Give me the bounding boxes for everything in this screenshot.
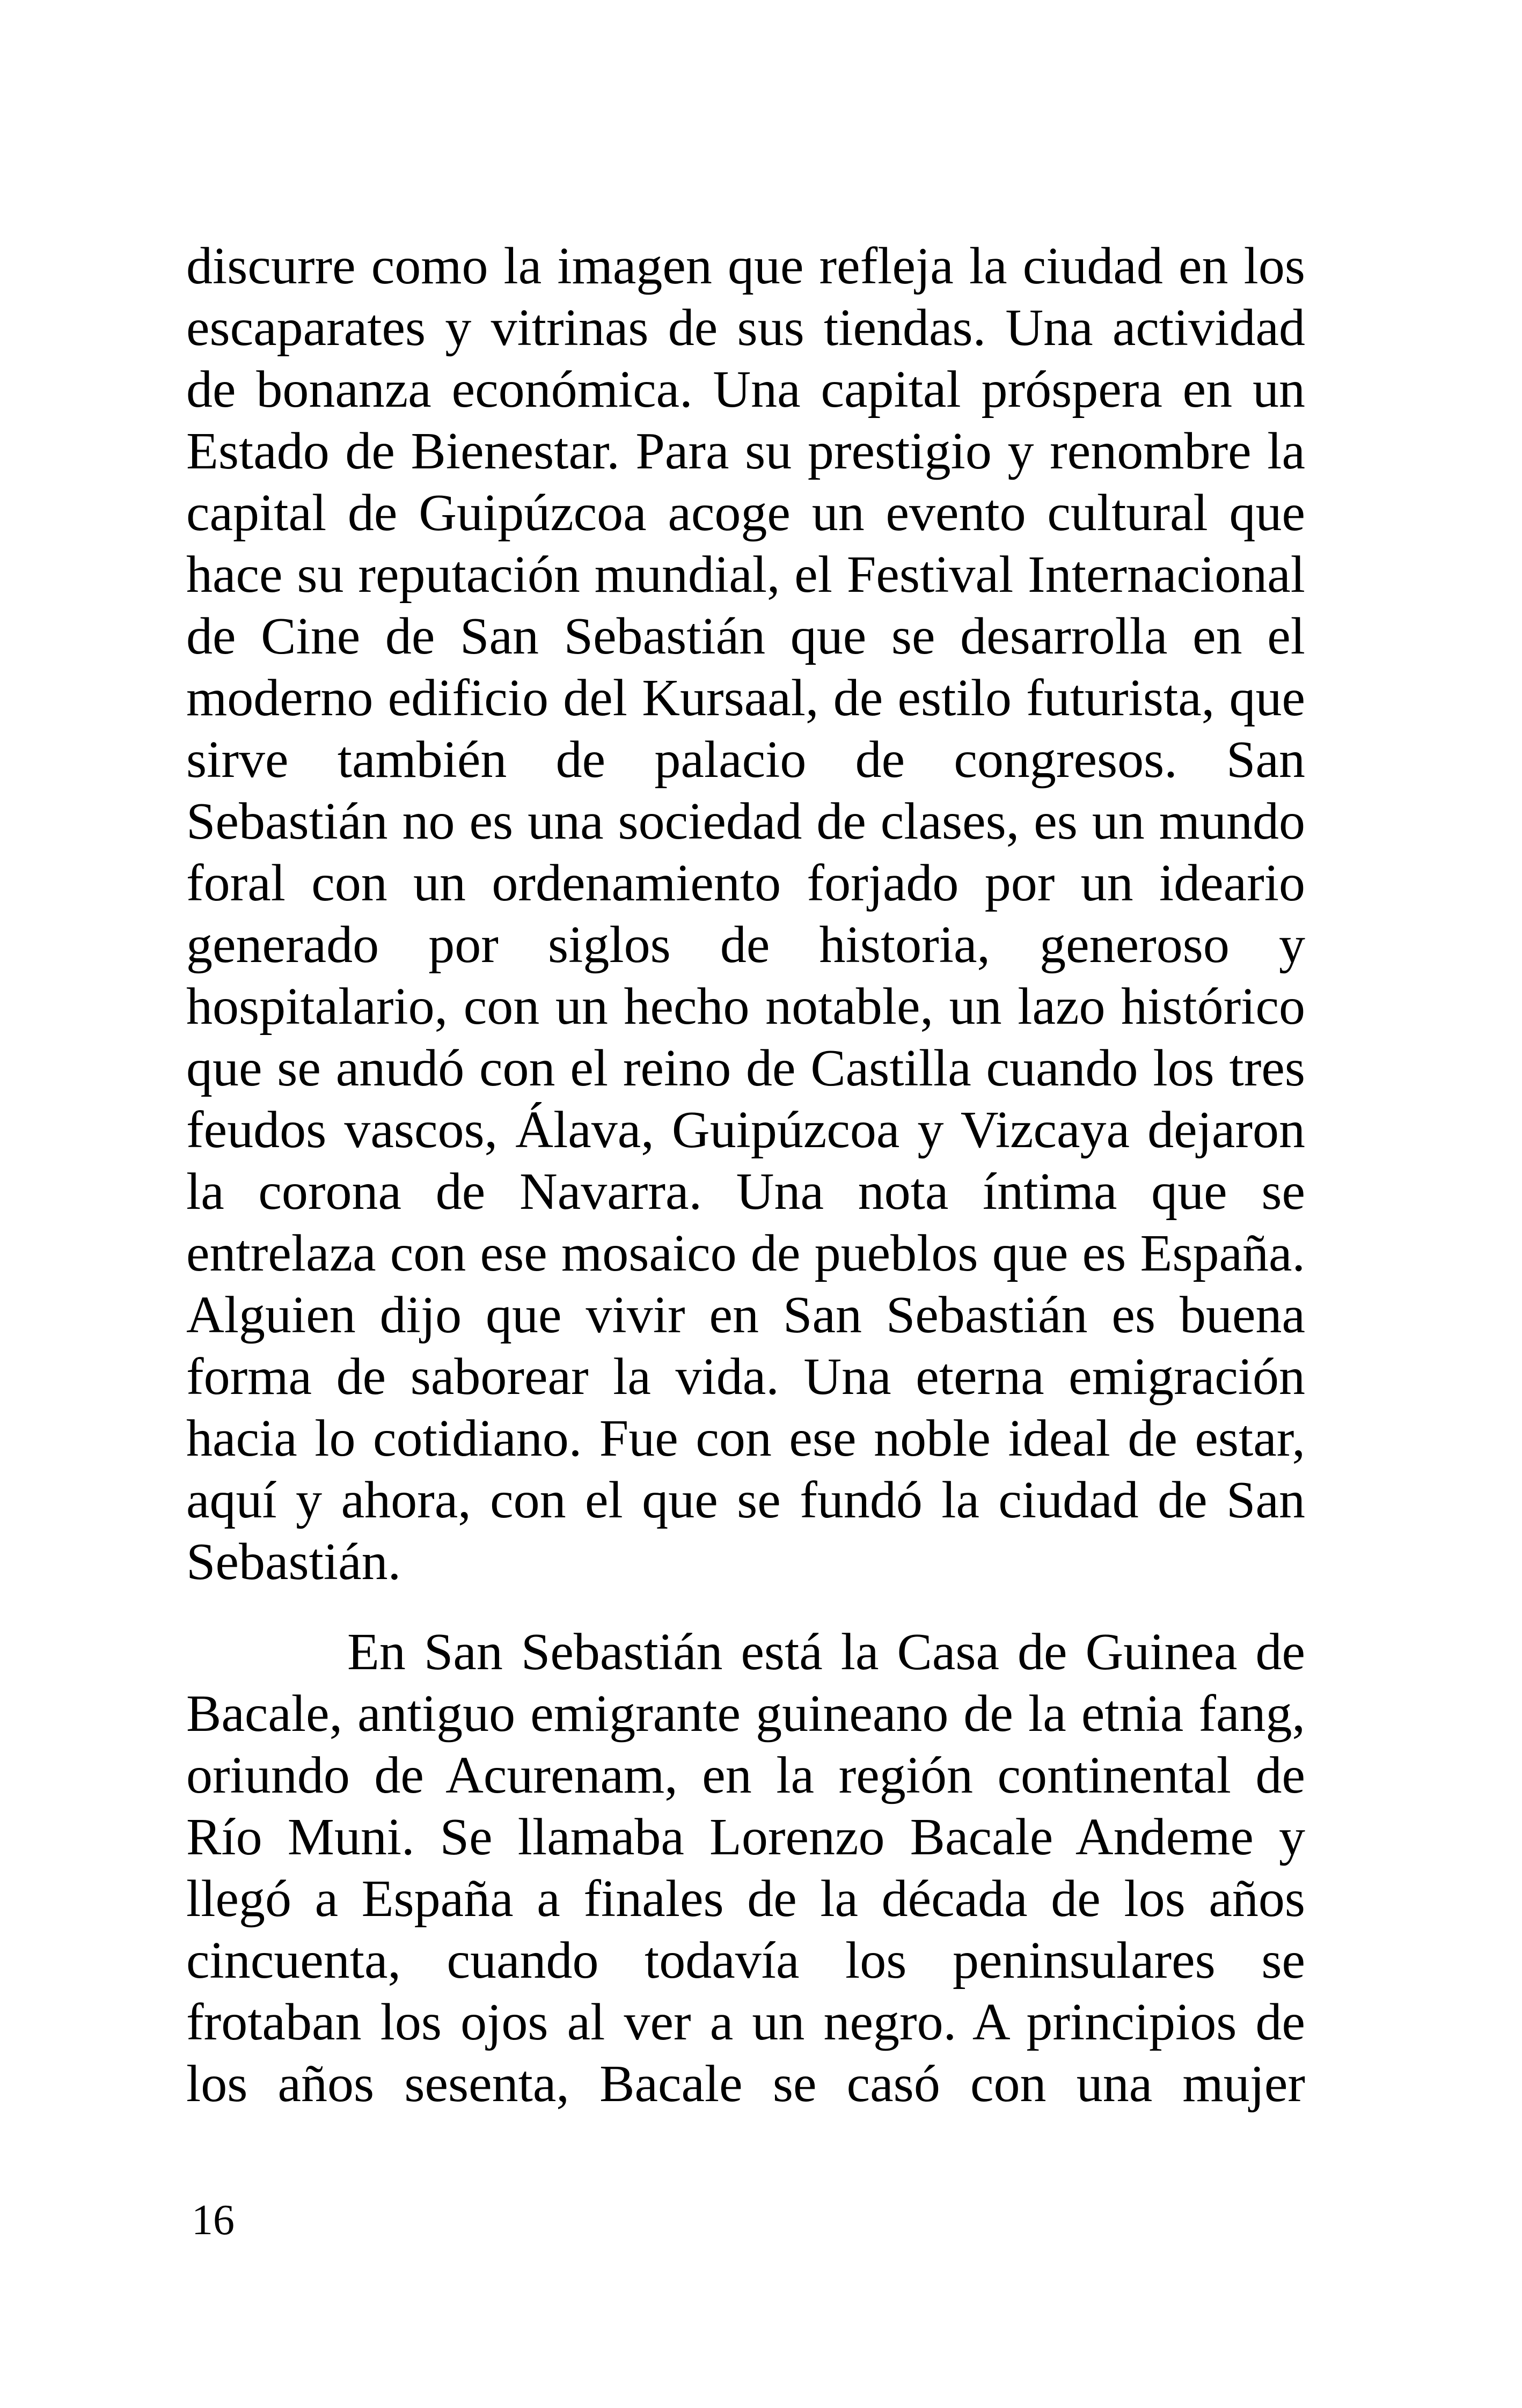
text-line: Alguien dijo que vivir en San Sebastián es buena (186, 1286, 1305, 1344)
text-line: que se anudó con el reino de Castilla cuando los tres (186, 1039, 1305, 1097)
text-line: forma de saborear la vida. Una eterna emigración (186, 1348, 1305, 1406)
text-line: discurre como la imagen que refleja la ciudad en los (186, 237, 1305, 295)
text-line: feudos vascos, Álava, Guipúzcoa y Vizcaya dejaron (186, 1101, 1305, 1159)
text-line: llegó a España a finales de la década de los años (186, 1870, 1305, 1928)
body-text (186, 236, 1305, 2115)
text-line: hacia lo cotidiano. Fue con ese noble ideal de estar, (186, 1409, 1305, 1467)
text-line: En San Sebastián está la Casa de Guinea de (347, 1623, 1305, 1681)
text-line: frotaban los ojos al ver a un negro. A principios de (186, 1993, 1305, 2051)
text-line: foral con un ordenamiento forjado por un ideario (186, 854, 1305, 912)
text-line: Estado de Bienestar. Para su prestigio y renombre la (186, 422, 1305, 480)
text-line: aquí y ahora, con el que se fundó la ciudad de San (186, 1471, 1305, 1529)
text-line: capital de Guipúzcoa acoge un evento cultural que (186, 484, 1305, 542)
text-line: la corona de Navarra. Una nota íntima que se (186, 1163, 1305, 1221)
paragraph (186, 1621, 1305, 2115)
text-line: entrelaza con ese mosaico de pueblos que es España. (186, 1224, 1305, 1282)
text-line: de bonanza económica. Una capital próspera en un (186, 361, 1305, 419)
text-line: moderno edificio del Kursaal, de estilo futurista, que (186, 669, 1305, 727)
text-line: Sebastián no es una sociedad de clases, es un mundo (186, 792, 1305, 850)
text-line: Sebastián. (186, 1533, 401, 1591)
text-line: sirve también de palacio de congresos. San (186, 731, 1305, 789)
text-line: hospitalario, con un hecho notable, un lazo histórico (186, 978, 1305, 1036)
text-line: escaparates y vitrinas de sus tiendas. Una actividad (186, 299, 1305, 357)
text-line: Río Muni. Se llamaba Lorenzo Bacale Andeme y (186, 1808, 1305, 1866)
paragraph (186, 236, 1305, 1593)
text-line: cincuenta, cuando todavía los peninsulares se (186, 1932, 1305, 1989)
text-line: los años sesenta, Bacale se casó con una mujer (186, 2055, 1305, 2113)
text-line: hace su reputación mundial, el Festival Internacional (186, 546, 1305, 604)
text-line: Bacale, antiguo emigrante guineano de la etnia fang, (186, 1685, 1305, 1743)
page-number: 16 (192, 2197, 235, 2244)
text-line: de Cine de San Sebastián que se desarrolla en el (186, 607, 1305, 665)
text-line: generado por siglos de historia, generoso y (186, 916, 1305, 974)
text-line: oriundo de Acurenam, en la región continental de (186, 1746, 1305, 1804)
